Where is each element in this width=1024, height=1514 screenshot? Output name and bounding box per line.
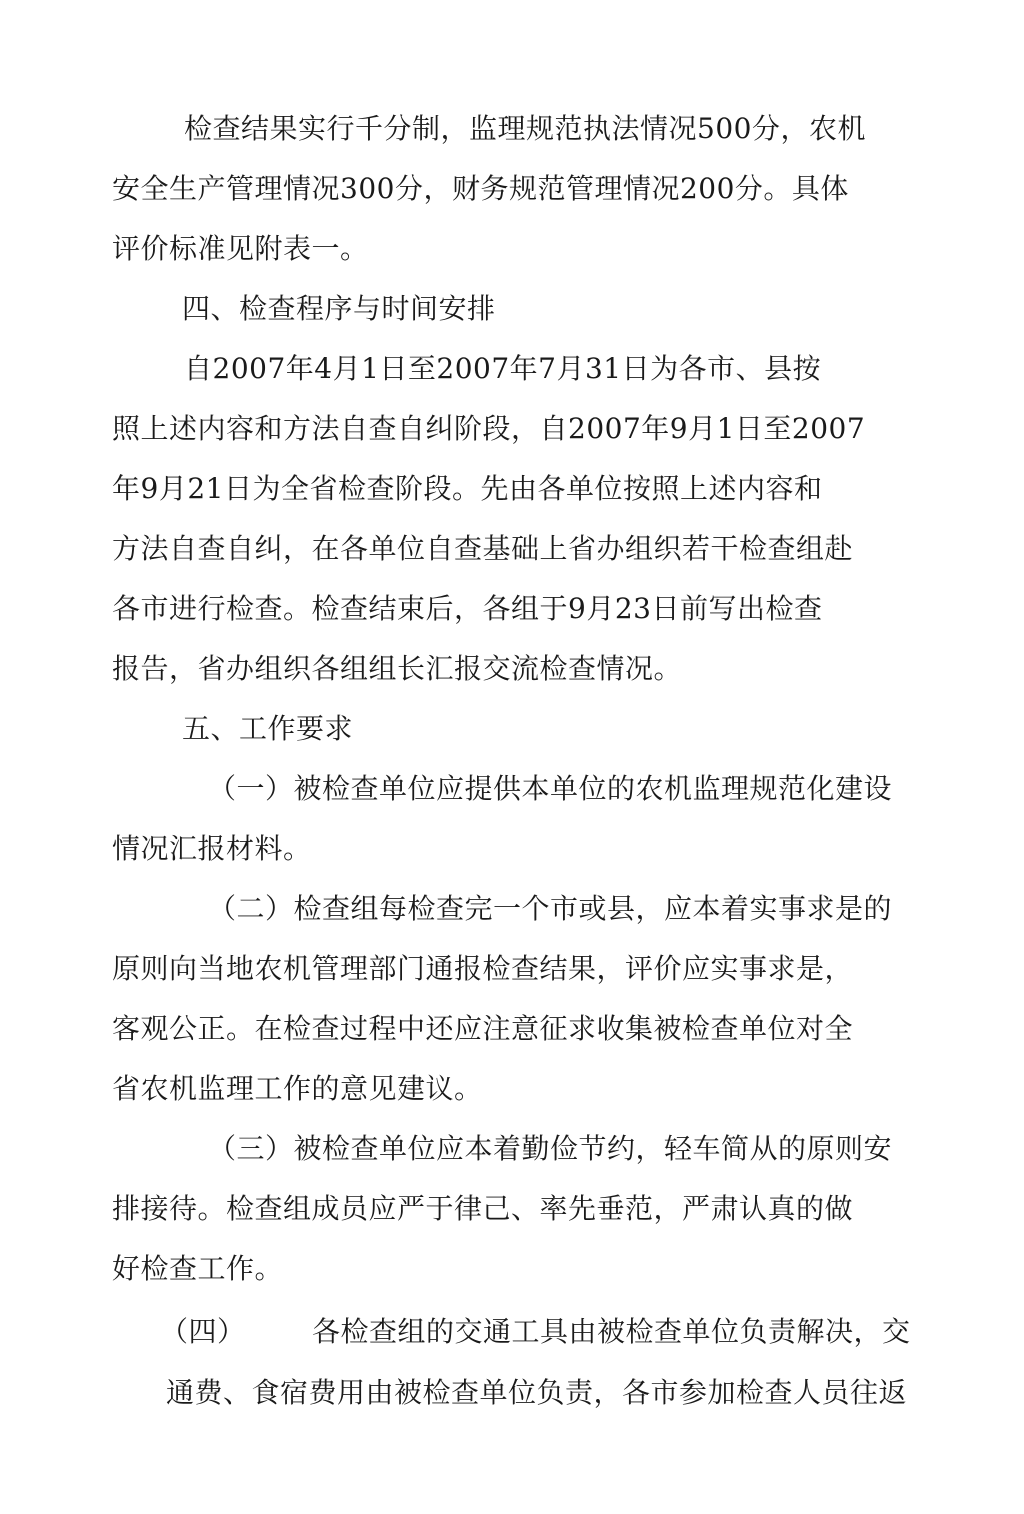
section-heading: 五、工作要求	[182, 712, 354, 745]
paragraph-line: （三）被检查单位应本着勤俭节约，轻车简从的原则安	[208, 1132, 893, 1165]
paragraph-line: 年9月21日为全省检查阶段。先由各单位按照上述内容和	[112, 472, 823, 505]
paragraph-line: 好检查工作。	[112, 1252, 284, 1285]
paragraph-line: 排接待。检查组成员应严于律己、率先垂范，严肃认真的做	[112, 1192, 854, 1225]
paragraph-line: 安全生产管理情况300分，财务规范管理情况200分。具体	[112, 172, 849, 205]
paragraph-line: 各检查组的交通工具由被检查单位负责解决，交	[312, 1315, 911, 1348]
paragraph-line: 通费、食宿费用由被检查单位负责，各市参加检查人员往返	[166, 1376, 908, 1409]
paragraph-line: 客观公正。在检查过程中还应注意征求收集被检查单位对全	[112, 1012, 854, 1045]
paragraph-line: 检查结果实行千分制，监理规范执法情况500分，农机	[184, 112, 866, 145]
paragraph-line: 省农机监理工作的意见建议。	[112, 1072, 483, 1105]
paragraph-line: 自2007年4月1日至2007年7月31日为各市、县按	[184, 352, 822, 385]
item-number: （四）	[160, 1315, 246, 1348]
paragraph-line: 原则向当地农机管理部门通报检查结果，评价应实事求是，	[112, 952, 854, 985]
paragraph-line: 评价标准见附表一。	[112, 232, 369, 265]
section-heading: 四、检查程序与时间安排	[182, 292, 496, 325]
paragraph-line: 方法自查自纠，在各单位自查基础上省办组织若干检查组赴	[112, 532, 854, 565]
paragraph-line: （二）检查组每检查完一个市或县，应本着实事求是的	[208, 892, 893, 925]
paragraph-line: 情况汇报材料。	[112, 832, 312, 865]
paragraph-line: 照上述内容和方法自查自纠阶段，自2007年9月1日至2007	[112, 412, 866, 445]
paragraph-line: 各市进行检查。检查结束后，各组于9月23日前写出检查	[112, 592, 823, 625]
paragraph-line: 报告，省办组织各组组长汇报交流检查情况。	[112, 652, 683, 685]
paragraph-line: （一）被检查单位应提供本单位的农机监理规范化建设	[208, 772, 893, 805]
